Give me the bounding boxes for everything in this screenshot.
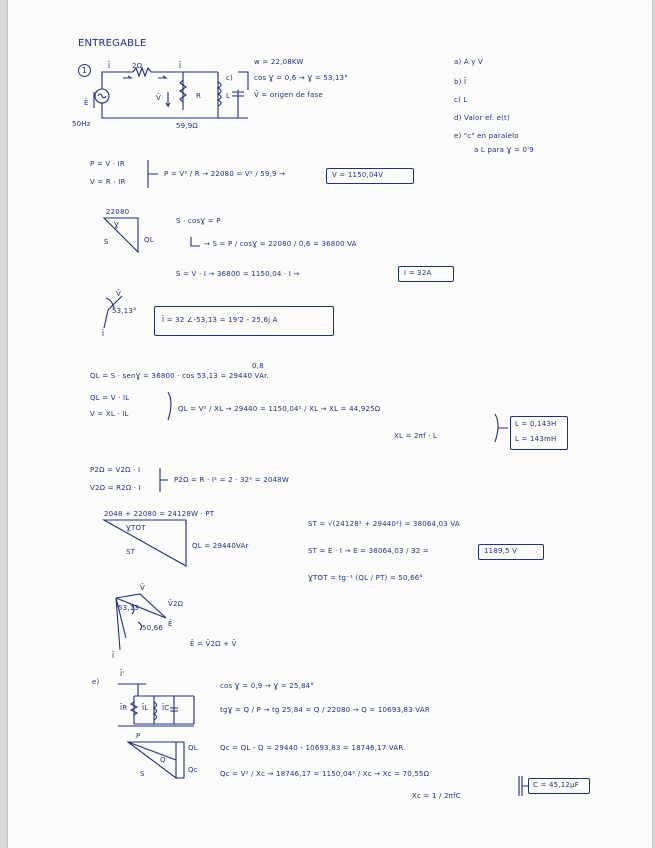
circuit-label: R bbox=[196, 92, 202, 100]
eq-line: → S = P / cosƔ = 22080 / 0,6 = 36800 VA bbox=[204, 240, 357, 248]
phasor-label: V̄ bbox=[140, 584, 145, 592]
phasor-label: 53,13° bbox=[112, 307, 137, 315]
circuit-label: Ē bbox=[84, 99, 89, 107]
phasor-label: Ī bbox=[102, 330, 105, 338]
tri-label: ƔTOT bbox=[126, 524, 146, 532]
tri-label: S bbox=[104, 238, 109, 246]
section-label: e) bbox=[92, 678, 100, 686]
eq-line: P = V² / R → 22080 = V² / 59,9 → bbox=[164, 170, 286, 178]
circuit-label: 2Ω bbox=[132, 62, 143, 70]
eq-line: Qc = QL - Q = 29440 - 10693,83 = 18746,17 VAR bbox=[220, 744, 404, 752]
eq-line: S · cosƔ = P bbox=[176, 217, 221, 225]
eq-line: P2Ω = V2Ω · I bbox=[90, 466, 141, 474]
eq-line: QL = V² / XL → 29440 = 1150,04² / XL → XL = 44,925Ω bbox=[178, 405, 381, 413]
tri-label: QL bbox=[188, 744, 198, 752]
question-c: c) L bbox=[454, 96, 468, 104]
eq-line: V = XL · IL bbox=[90, 410, 129, 418]
eq-line: Ē = V̄2Ω + V̄ bbox=[190, 640, 237, 648]
question-a: a) A y V bbox=[454, 58, 484, 66]
eq-line: ST = √(24128² + 29440²) = 38064,03 VA bbox=[308, 520, 460, 528]
result-phasor: Ī = 32 ∠-53,13 = 19'2 - 25,6j A bbox=[162, 316, 278, 324]
phasor-label: V̄ bbox=[116, 290, 121, 298]
eq-line: XL = 2πf · L bbox=[394, 432, 438, 440]
eq-line: QL = V · IL bbox=[90, 394, 130, 402]
circuit-label: L bbox=[226, 92, 231, 100]
eq-line: ƔTOT = tg⁻¹ (QL / PT) = 50,66° bbox=[308, 574, 424, 582]
question-e: e) "c" en paralelo bbox=[454, 132, 519, 140]
problem-number: 1 bbox=[78, 64, 91, 77]
result-capacitance: C = 45,12µF bbox=[533, 781, 579, 789]
eq-line: cos Ɣ = 0,9 → Ɣ = 25,84° bbox=[220, 682, 315, 690]
phasor-label: 53,13 bbox=[118, 604, 140, 612]
phasor-label: Ē bbox=[168, 620, 173, 628]
given-cos: cos Ɣ = 0,6 → Ɣ = 53,13° bbox=[254, 74, 349, 82]
tri-label: S bbox=[140, 770, 145, 778]
tri-label: Ɣ bbox=[114, 221, 120, 229]
given-w: w = 22,08KW bbox=[254, 58, 304, 66]
circuit-label: Ī bbox=[179, 62, 182, 70]
tri-label: Qc bbox=[188, 766, 198, 774]
question-e-cont: a L para Ɣ = 0'9 bbox=[474, 146, 534, 154]
circuit-label: ĪL bbox=[142, 704, 149, 712]
phasor-label: V̄2Ω bbox=[168, 600, 184, 608]
power-triangle-1 bbox=[104, 218, 138, 252]
eq-line: V = R · IR bbox=[90, 178, 126, 186]
circuit-label: ĪC bbox=[162, 704, 170, 712]
page-title: ENTREGABLE bbox=[78, 38, 147, 49]
phasor-label: 50,66 bbox=[142, 624, 164, 632]
eq-line: Qc = V² / Xc → 18746,17 = 1150,04² / Xc → Xc = 70,55Ω bbox=[220, 770, 430, 778]
tri-label: ST bbox=[126, 548, 136, 556]
power-triangle-3 bbox=[128, 742, 184, 778]
tri-label: 2048 + 22080 = 24128W · PT bbox=[104, 510, 215, 518]
result-current: I = 32A bbox=[404, 269, 432, 277]
tri-label: QL bbox=[144, 236, 154, 244]
circuit-label: ĪR bbox=[120, 704, 128, 712]
eq-line: P2Ω = R · I² = 2 · 32² = 2048W bbox=[174, 476, 289, 484]
tri-label: 22080 bbox=[106, 208, 130, 216]
circuit-label: V̄ bbox=[156, 94, 161, 102]
circuit-label: 59,9Ω bbox=[176, 122, 198, 130]
eq-line: P = V · IR bbox=[90, 160, 125, 168]
eq-line: tgƔ = Q / P → tg 25,84 = Q / 22080 → Q = 10693,83 VAR bbox=[220, 706, 430, 714]
result-inductance-mh: L = 143mH bbox=[515, 435, 557, 443]
circuit-label: Ī' bbox=[120, 670, 125, 678]
question-b: b) Ī bbox=[454, 78, 467, 86]
eq-line: Xc = 1 / 2πfC bbox=[412, 792, 461, 800]
circuit-label: c) bbox=[226, 74, 233, 82]
result-voltage: V = 1150,04V bbox=[332, 171, 384, 179]
tri-label: QL = 29440VAr bbox=[192, 542, 249, 550]
circuit-label: 50Hz bbox=[72, 120, 91, 128]
tri-label: P bbox=[136, 732, 141, 740]
eq-line: ST = E · I → E = 38064,03 / 32 = bbox=[308, 547, 429, 555]
eq-line: S = V · I → 36800 = 1150,04 · I → bbox=[176, 270, 300, 278]
eq-line: QL = S · senƔ = 36800 · cos 53,13 = 29440 VAr. bbox=[90, 372, 269, 380]
tri-label: Q bbox=[160, 756, 166, 764]
result-emf: 1189,5 V bbox=[484, 547, 518, 555]
notebook-page bbox=[8, 0, 652, 848]
given-origin: V̄ = origen de fase bbox=[254, 91, 323, 99]
phasor-label: Ī bbox=[112, 652, 115, 660]
result-inductance: L = 0,143H bbox=[515, 420, 557, 428]
question-d: d) Valor ef. e(t) bbox=[454, 114, 510, 122]
eq-line: V2Ω = R2Ω · I bbox=[90, 484, 141, 492]
eq-note: 0,8 bbox=[252, 362, 264, 370]
circuit-label: Ī bbox=[108, 62, 111, 70]
